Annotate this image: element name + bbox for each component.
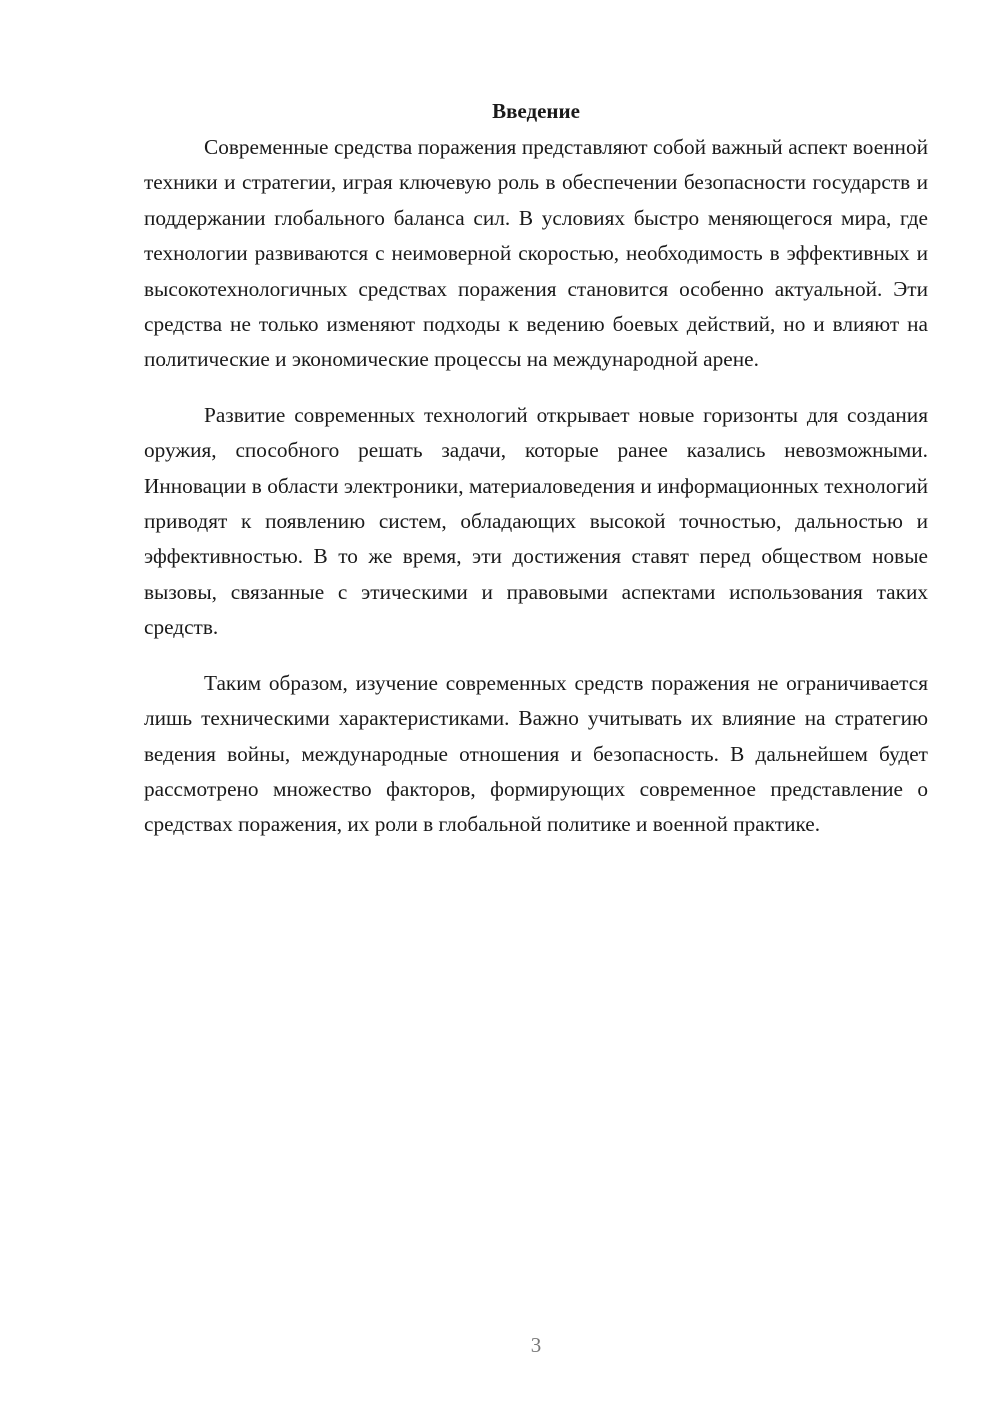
paragraph-3: Таким образом, изучение современных средств поражения не ограничивается лишь техническими характеристиками. Важно учитывать их влияние на стратегию ведения войны, международные отношения и безопасность. В дальнейшем будет рассмотрено множество факторов, формирующих современное представление о средствах поражения, их роли в глобальной политике и военной практике. [144, 670, 928, 837]
section-heading: Введение [492, 99, 580, 123]
paragraph-2: Развитие современных технологий открывает новые горизонты для создания оружия, способного решать задачи, которые ранее казались невозможными. Инновации в области электроники, материаловедения и информационных технологий приводят к появлению систем, обладающих высокой точностью, дальностью и эффективностью. В то же время, эти достижения ставят перед обществом новые вызовы, связанные с этическими и правовыми аспектами использования таких средств. [144, 402, 928, 640]
page-content [144, 96, 928, 863]
page-number: 3 [530, 1333, 542, 1357]
paragraph-1: Современные средства поражения представляют собой важный аспект военной техники и стратегии, играя ключевую роль в обеспечении безопасности государств и поддержании глобального баланса сил. В условиях быстро меняющегося мира, где технологии развиваются с неимоверной скоростью, необходимость в эффективных и высокотехнологичных средствах поражения становится особенно актуальной. Эти средства не только изменяют подходы к ведению боевых действий, но и влияют на политические и экономические процессы на международной арене. [144, 135, 928, 372]
